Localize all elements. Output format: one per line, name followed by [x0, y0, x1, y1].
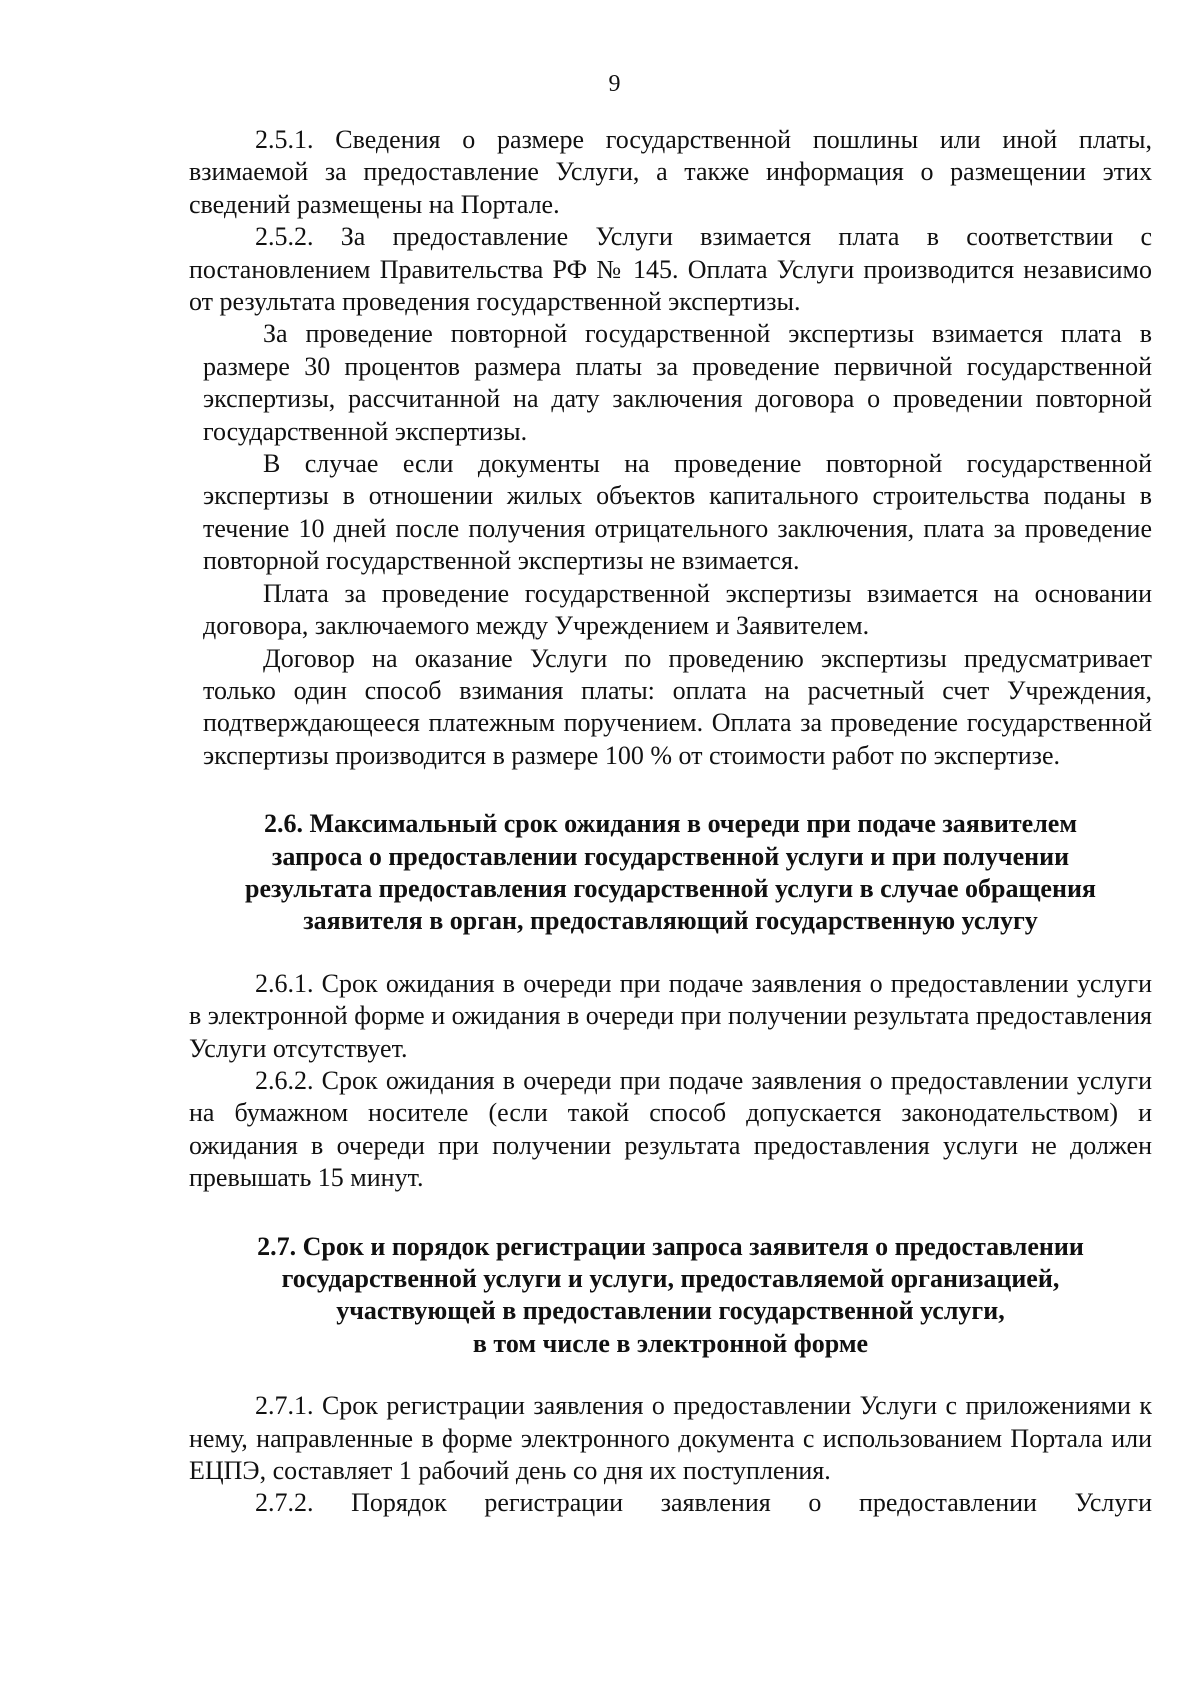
section-heading-2-6 — [189, 808, 1152, 938]
paragraph-2-6-1: 2.6.1. Срок ожидания в очереди при подаче заявления о предоставлении услуги в электронной форме и ожидания в очереди при получении результата предоставления Услуги отсутствует. — [189, 968, 1152, 1063]
heading-line: в том числе в электронной форме — [472, 1328, 869, 1358]
spacer — [189, 772, 1152, 808]
paragraph-contract-payment: Договор на оказание Услуги по проведению экспертизы предусматривает только один способ взимания платы: оплата на расчетный счет Учреждения, подтверждающееся платежным поручением. Оплата за проведение государственной экспертизы производится в размере 100 % от стоимости работ по экспертизе. — [203, 643, 1152, 770]
document-body — [189, 124, 1152, 1520]
paragraph-repeat-fee: За проведение повторной государственной экспертизы взимается плата в размере 30 процентов размера платы за проведение первичной государственной экспертизы, рассчитанной на дату заключения договора о проведении повторной государственной экспертизы. — [203, 319, 1152, 446]
paragraph-2-5-1: 2.5.1. Сведения о размере государственной пошлины или иной платы, взимаемой за предоставление Услуги, а также информация о размещении этих сведений размещены на Портале. — [189, 125, 1152, 219]
spacer — [189, 1360, 1152, 1390]
heading-line: 2.7. Срок и порядок регистрации запроса заявителя о предоставлении — [257, 1231, 1084, 1261]
paragraph-2-5-2: 2.5.2. За предоставление Услуги взимается плата в соответствии с постановлением Правительства РФ № 145. Оплата Услуги производится независимо от результата проведения государственной экспертизы. — [189, 222, 1152, 317]
section-heading-2-7 — [189, 1231, 1152, 1361]
paragraph-no-fee-case: В случае если документы на проведение повторной государственной экспертизы в отношении жилых объектов капитального строительства поданы в течение 10 дней после получения отрицательного заключения, плата за проведение повторной государственной экспертизы не взимается. — [203, 449, 1152, 576]
heading-line: запроса о предоставлении государственной услуги и при получении — [271, 841, 1070, 871]
spacer — [189, 938, 1152, 968]
heading-line: 2.6. Максимальный срок ожидания в очереди при подаче заявителем — [263, 809, 1078, 839]
paragraph-fee-basis: Плата за проведение государственной экспертизы взимается на основании договора, заключаемого между Учреждением и Заявителем. — [203, 578, 1152, 641]
heading-line: участвующей в предоставлении государственной услуги, — [336, 1296, 1005, 1326]
heading-line: государственной услуги и услуги, предоставляемой организацией, — [281, 1264, 1060, 1293]
heading-line: заявителя в орган, предоставляющий государственную услугу — [303, 906, 1038, 936]
paragraph-2-7-2: 2.7.2. Порядок регистрации заявления о предоставлении Услуги — [255, 1488, 1152, 1518]
paragraph-2-6-2: 2.6.2. Срок ожидания в очереди при подаче заявления о предоставлении услуги на бумажном носителе (если такой способ допускается законодательством) и ожидания в очереди при получении результата предоставления услуги не должен превышать 15 минут. — [189, 1065, 1152, 1193]
paragraph-2-7-1: 2.7.1. Срок регистрации заявления о предоставлении Услуги с приложениями к нему, направленные в форме электронного документа с использованием Портала или ЕЦПЭ, составляет 1 рабочий день со дня их поступления. — [189, 1391, 1152, 1486]
heading-line: результата предоставления государственной услуги в случае обращения — [244, 873, 1096, 903]
spacer — [189, 1195, 1152, 1231]
page-number: 9 — [608, 71, 621, 97]
